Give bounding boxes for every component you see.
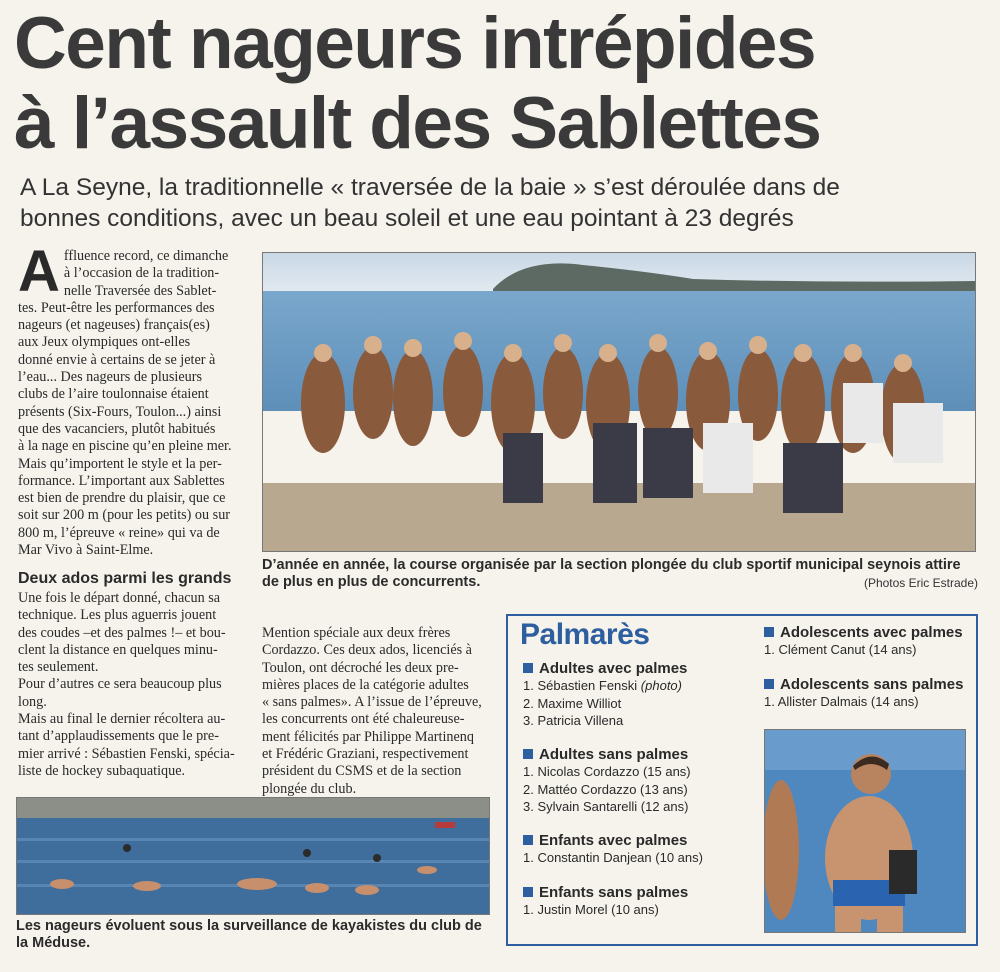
column-1-text-line: Une fois le départ donné, chacun sa [18, 590, 221, 606]
winner-photo [764, 729, 966, 933]
subhead-line-1: A La Seyne, la traditionnelle « traversée de la baie » s’est déroulée dans de [20, 174, 840, 201]
intro-text-line: l’eau... Des nageurs de plusieurs [18, 369, 202, 386]
column-2-text-line: ment félicités par Philippe Martinenq [262, 728, 474, 745]
result-row: 1. Nicolas Cordazzo (15 ans) [523, 764, 691, 779]
subheadline [20, 172, 980, 234]
swimmers-photo [16, 797, 490, 915]
column-2-text-line: Toulon, ont décroché les deux pre- [262, 659, 459, 676]
palmares-left-column [523, 832, 703, 867]
bullet-square-icon [523, 835, 533, 845]
intro-paragraph [18, 239, 244, 559]
column-1-text [18, 590, 252, 780]
group-photo [262, 252, 976, 552]
drop-cap: A [18, 239, 60, 304]
result-row: 2. Maxime Williot [523, 695, 622, 711]
intro-text-line: présents (Six-Fours, Toulon...) ainsi [18, 403, 222, 420]
column-1-text-line: tant d’applaudissements que le pre- [18, 728, 219, 745]
photo-credit: (Photos Eric Estrade) [863, 576, 978, 590]
headline-line-2: à l’assault des Sablettes [14, 83, 821, 164]
intro-text-line: que des vacanciers, plutôt habitués [18, 420, 216, 437]
intro-text-line: à l’occasion de la tradition- [63, 265, 220, 282]
intro-text-line: à la nage en piscine qu’en pleine mer. [18, 438, 232, 455]
column-1-text-line: Pour d’autres ce sera beaucoup plus [18, 676, 222, 693]
column-2-text-line: Mention spéciale aux deux frères [262, 625, 451, 641]
column-1-text-line: technique. Les plus aguerris jouent [18, 607, 217, 624]
column-2-text-line: « sans palmes». A l’issue de l’épreuve, [262, 694, 482, 711]
intro-text-line: aux Jeux olympiques ont-elles [18, 334, 191, 351]
swimmers-photo-image [17, 798, 490, 915]
swim-caption-line-2: la Méduse. [16, 935, 91, 951]
intro-text-line: est bien de prendre du plaisir, que ce [18, 490, 226, 507]
subhead-line-2: bonnes conditions, avec un beau soleil et une eau pointant à 23 degrés [20, 205, 794, 232]
intro-text-line: Mais qu’importent le style et la per- [18, 455, 222, 472]
column-1-text-line: clent la distance en quelques minu- [18, 641, 218, 658]
swimmers-photo-caption [16, 918, 496, 952]
category-enfants-avec-palmes: Enfants avec palmes [523, 832, 703, 849]
column-2-text-line: les concurrents ont été chaleureuse- [262, 711, 465, 728]
column-1-text-line: mier arrivé : Sébastien Fenski, spécia- [18, 745, 235, 762]
column-2-text-line: Cordazzo. Ces deux ados, licenciés à [262, 642, 472, 659]
intro-text-line: nageurs (et nageuses) français(es) [18, 317, 210, 334]
bullet-square-icon [764, 679, 774, 689]
column-2-text-line: et Frédéric Graziani, respectivement [262, 746, 469, 763]
result-row: 2. Mattéo Cordazzo (13 ans) [523, 781, 688, 797]
palmares-left-column [523, 746, 691, 816]
result-row: 1. Allister Dalmais (14 ans) [764, 694, 919, 709]
intro-text-line: 800 m, l’épreuve « reine» qui va de [18, 524, 220, 541]
result-row: 1. Justin Morel (10 ans) [523, 902, 659, 917]
column-1-text-line: liste de hockey subaquatique. [18, 762, 186, 779]
intro-text-line: nelle Traversée des Sablet- [63, 282, 217, 299]
category-adolescents-avec-palmes: Adolescents avec palmes [764, 624, 963, 641]
result-row: 1. Constantin Danjean (10 ans) [523, 850, 703, 865]
bullet-square-icon [764, 627, 774, 637]
palmares-right-column [764, 676, 963, 711]
bullet-square-icon [523, 749, 533, 759]
column-1-text-line: des coudes –et des palmes !– et bou- [18, 624, 226, 641]
intro-text-line: tes. Peut-être les performances des [18, 299, 215, 316]
winner-photo-image [765, 730, 966, 933]
palmares-left-column [523, 884, 688, 919]
intro-text-line: ffluence record, ce dimanche [63, 248, 229, 264]
palmares-title: Palmarès [520, 618, 650, 651]
swim-caption-line-1: Les nageurs évoluent sous la surveillance de kayakistes du club de [16, 918, 482, 934]
intro-text-line: formance. L’important aux Sablettes [18, 472, 225, 489]
headline-line-1: Cent nageurs intrépides [14, 3, 816, 84]
palmares-right-column [764, 624, 963, 659]
category-adolescents-sans-palmes: Adolescents sans palmes [764, 676, 963, 693]
column-1-text-line: tes seulement. [18, 659, 99, 676]
intro-text-line: clubs de l’aire toulonnaise étaient [18, 386, 209, 403]
bullet-square-icon [523, 663, 533, 673]
column-2-text-line: plongée du club. [262, 780, 357, 797]
result-row: 1. Sébastien Fenski (photo) [523, 678, 682, 693]
intro-text-line: donné envie à certains de se jeter à [18, 351, 216, 368]
result-row: 3. Patricia Villena [523, 713, 624, 728]
result-row: 1. Clément Canut (14 ans) [764, 642, 917, 657]
result-row: 3. Sylvain Santarelli (12 ans) [523, 799, 689, 814]
palmares-left-column [523, 660, 687, 730]
section-title: Deux ados parmi les grands [18, 570, 232, 587]
column-2-text-line: président du CSMS et de la section [262, 763, 462, 780]
headline [14, 4, 994, 164]
column-1-text-line: long. [18, 693, 47, 710]
column-2-text-line: mières places de la catégorie adultes [262, 676, 469, 693]
category-adultes-avec-palmes: Adultes avec palmes [523, 660, 687, 677]
group-caption-line-1: D’année en année, la course organisée par la section plongée du club sportif municipal seynois attire [262, 557, 961, 573]
intro-text-line: Mar Vivo à Saint-Elme. [18, 542, 154, 559]
intro-text-line: soit sur 200 m (pour les petits) ou sur [18, 507, 231, 524]
column-1-text-line: Mais au final le dernier récoltera au- [18, 711, 226, 728]
bullet-square-icon [523, 887, 533, 897]
group-caption-line-2: de plus en plus de concurrents. [262, 574, 481, 590]
group-photo-image [263, 253, 976, 552]
column-2-text [262, 625, 494, 798]
category-enfants-sans-palmes: Enfants sans palmes [523, 884, 688, 901]
category-adultes-sans-palmes: Adultes sans palmes [523, 746, 691, 763]
